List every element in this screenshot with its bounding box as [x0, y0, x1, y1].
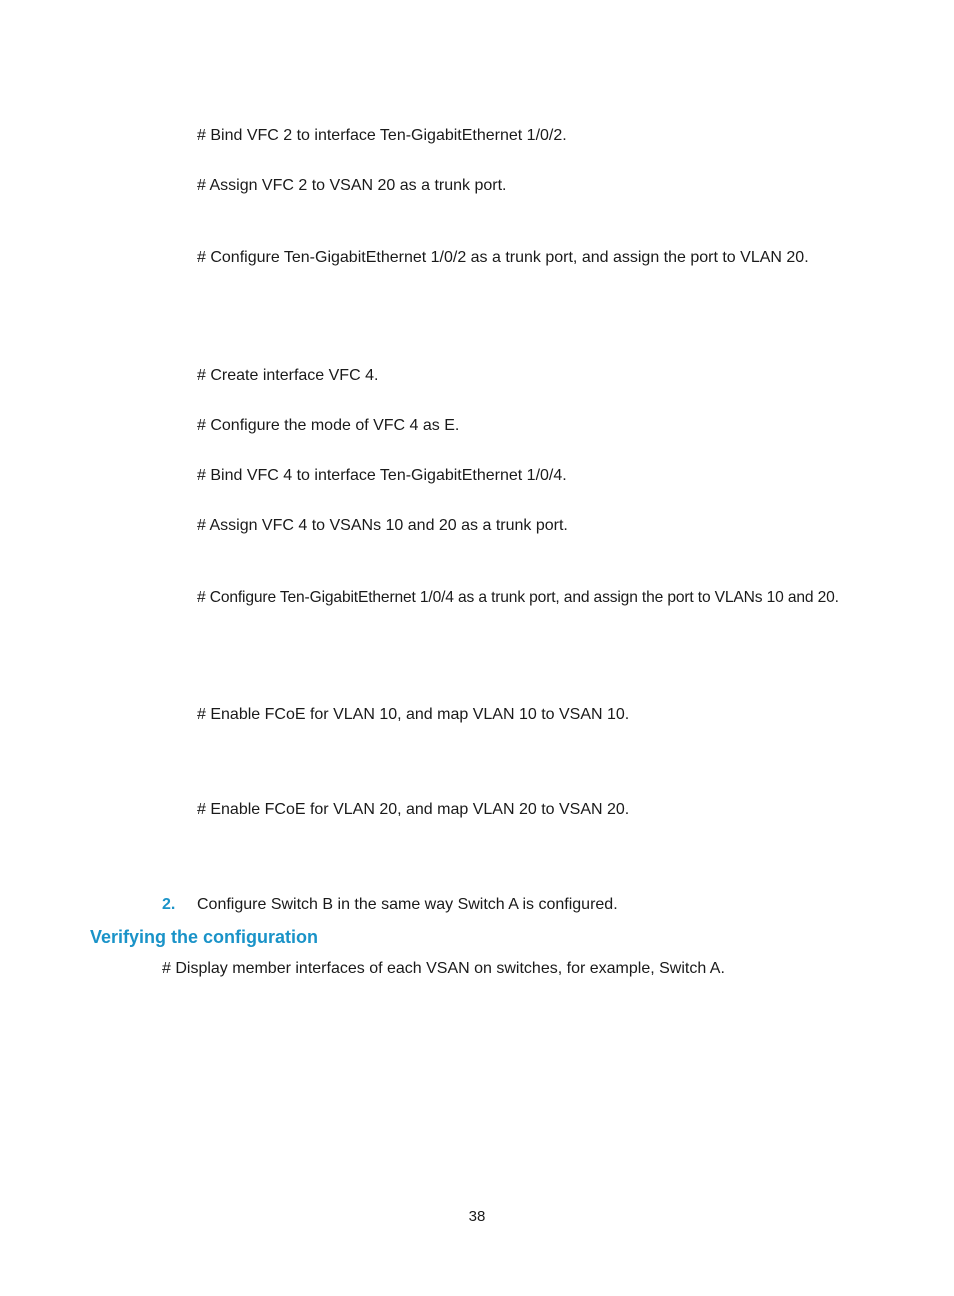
page-number: 38 [468, 1208, 486, 1225]
comment-configure-te-1-0-4: # Configure Ten-GigabitEthernet 1/0/4 as a trunk port, and assign the port to VLANs 10 and 20. [197, 589, 839, 606]
step-text: Configure Switch B in the same way Switch A is configured. [197, 896, 618, 913]
section-intro: # Display member interfaces of each VSAN on switches, for example, Switch A. [162, 960, 725, 977]
comment-fcoe-vlan10: # Enable FCoE for VLAN 10, and map VLAN 10 to VSAN 10. [197, 706, 630, 723]
comment-bind-vfc4: # Bind VFC 4 to interface Ten-GigabitEthernet 1/0/4. [197, 467, 567, 484]
section-heading: Verifying the configuration [90, 927, 319, 947]
step-number: 2. [162, 896, 176, 913]
comment-create-vfc4: # Create interface VFC 4. [197, 367, 379, 384]
comment-mode-vfc4: # Configure the mode of VFC 4 as E. [197, 417, 460, 434]
comment-fcoe-vlan20: # Enable FCoE for VLAN 20, and map VLAN 20 to VSAN 20. [197, 801, 630, 818]
comment-bind-vfc2: # Bind VFC 2 to interface Ten-GigabitEthernet 1/0/2. [197, 127, 567, 144]
comment-assign-vfc4: # Assign VFC 4 to VSANs 10 and 20 as a trunk port. [197, 517, 568, 534]
comment-assign-vfc2: # Assign VFC 2 to VSAN 20 as a trunk port. [197, 177, 507, 194]
comment-configure-te-1-0-2: # Configure Ten-GigabitEthernet 1/0/2 as a trunk port, and assign the port to VLAN 20. [197, 249, 809, 266]
